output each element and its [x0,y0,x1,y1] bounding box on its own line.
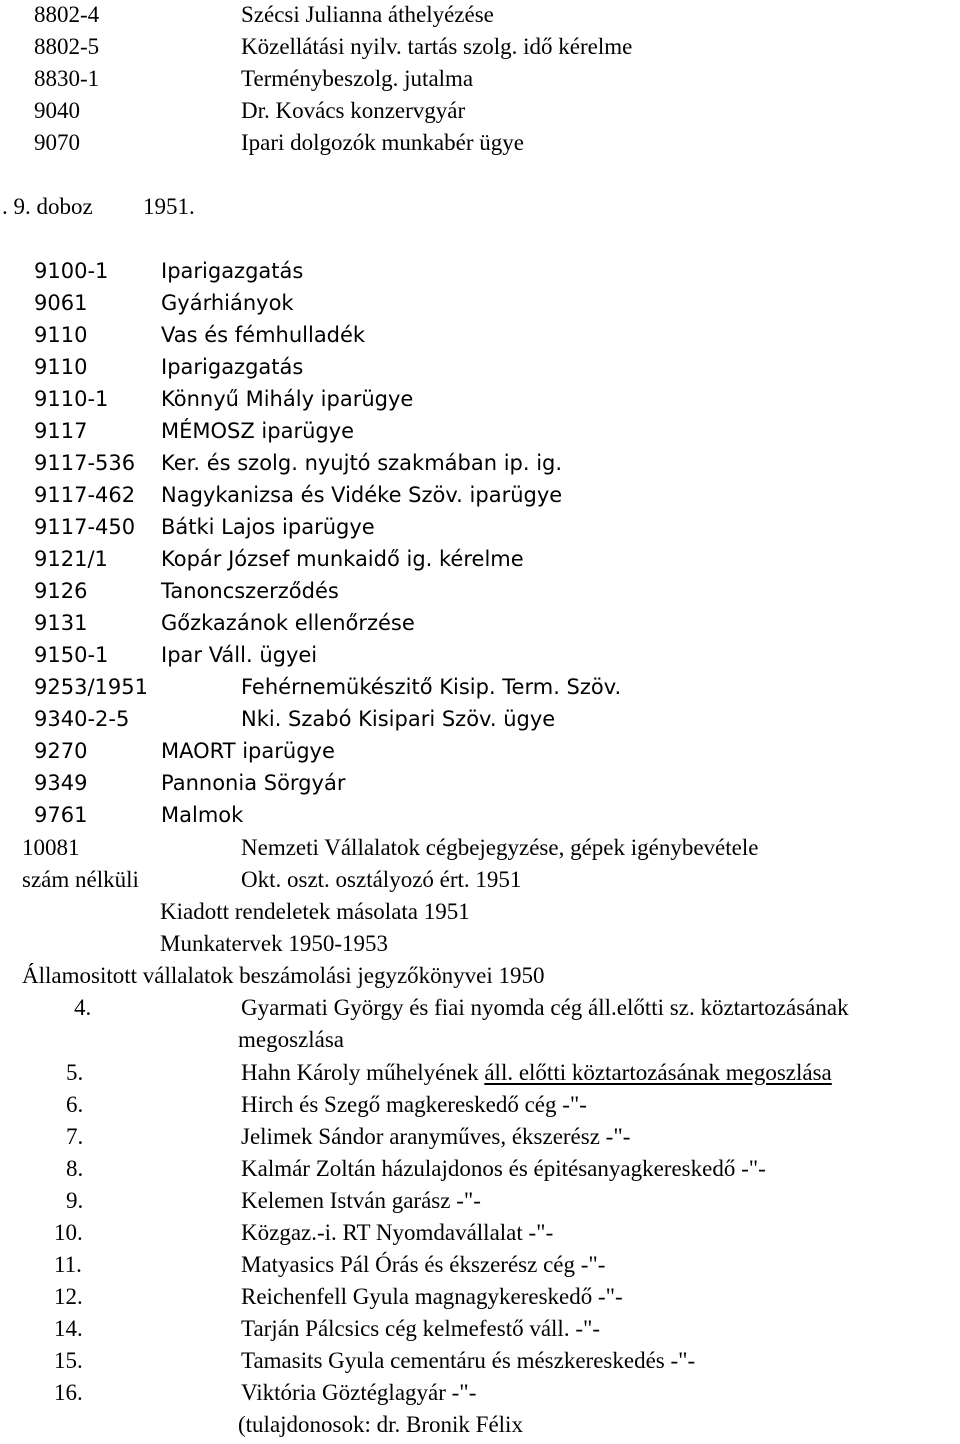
list-item [0,1250,960,1284]
entry-title: Iparigazgatás [161,355,304,379]
entry-code: szám nélküli [22,867,139,892]
list-item [0,96,960,130]
entry-title: Ker. és szolg. nyujtó szakmában ip. ig. [161,451,563,475]
entry-code: 9253/1951 [34,675,148,699]
list-item [0,1346,960,1380]
list-item [0,704,960,738]
entry-title: MAORT iparügye [161,739,335,763]
entry-title: Malmok [161,803,244,827]
entry-title-plain: Hahn Károly műhelyének [241,1060,479,1085]
list-item [0,672,960,706]
box-year: 1951. [143,194,195,219]
entry-title: Fehérnemükészitő Kisip. Term. Szöv. [241,675,622,699]
entry-title: Okt. oszt. osztályozó ért. 1951 [241,867,522,892]
list-item [0,448,960,482]
box-heading [0,192,960,226]
entry-title: Pannonia Sörgyár [161,771,346,795]
list-item [0,480,960,514]
list-item [0,1058,960,1092]
box-label: . 9. doboz [2,194,93,219]
entry-code: 9349 [34,771,88,795]
list-item [0,320,960,354]
list-item [0,1090,960,1124]
entry-title: Gőzkazánok ellenőrzése [161,611,415,635]
list-item [0,1218,960,1252]
entry-title: Gyarmati György és fiai nyomda cég áll.előtti sz. köztartozásának [241,995,849,1020]
entry-title: Közgaz.-i. RT Nyomdavállalat -"- [241,1220,554,1245]
entry-number: 6. [66,1092,84,1117]
list-item [0,416,960,450]
entry-number: 10. [54,1220,83,1245]
list-item [0,0,960,34]
list-item [0,384,960,418]
entry-code: 9150-1 [34,643,109,667]
entry-number: 8. [66,1156,84,1181]
entry-title: Matyasics Pál Órás és ékszerész cég -"- [241,1252,606,1277]
list-item [0,288,960,322]
entry-number: 9. [66,1188,84,1213]
entry-code: 8802-4 [34,2,100,27]
list-item [0,1282,960,1316]
entry-title-underlined: áll. előtti köztartozásának megoszlása [484,1060,832,1085]
entry-title: (tulajdonosok: dr. Bronik Félix [238,1412,523,1437]
list-item [0,128,960,162]
entry-title: Reichenfell Gyula magnagykereskedő -"- [241,1284,623,1309]
entry-title: Iparigazgatás [161,259,304,283]
entry-title: Gyárhiányok [161,291,294,315]
list-item [0,1410,960,1444]
entry-number: 11. [54,1252,82,1277]
entry-title: Könnyű Mihály iparügye [161,387,414,411]
entry-code: 9110 [34,355,88,379]
entry-code: 9070 [34,130,80,155]
entry-code: 9117-462 [34,483,136,507]
entry-code: 9100-1 [34,259,109,283]
entry-title: megoszlása [238,1027,345,1052]
entry-code: 8830-1 [34,66,100,91]
entry-title: Bátki Lajos iparügye [161,515,375,539]
list-item [0,608,960,642]
entry-code: 9117 [34,419,88,443]
entry-title: Dr. Kovács konzervgyár [241,98,466,123]
entry-title: Nki. Szabó Kisipari Szöv. ügye [241,707,556,731]
list-item [0,1154,960,1188]
entry-title: Terménybeszolg. jutalma [241,66,474,91]
list-item [0,1122,960,1156]
entry-title [241,1058,832,1088]
list-item [0,1378,960,1412]
list-item [0,1025,960,1059]
list-item [0,993,960,1027]
list-item [0,833,960,867]
list-item [0,640,960,674]
entry-title: Tarján Pálcsics cég kelmefestő váll. -"- [241,1316,601,1341]
list-item [0,736,960,770]
entry-title: Közellátási nyilv. tartás szolg. idő kérelme [241,34,633,59]
entry-title: MÉMOSZ iparügye [161,419,355,443]
entry-title: Viktória Göztéglagyár -"- [241,1380,477,1405]
list-item [0,64,960,98]
entry-title: Jelimek Sándor aranyműves, ékszerész -"- [241,1124,631,1149]
entry-number: 5. [66,1060,84,1085]
entry-title: Kiadott rendeletek másolata 1951 [160,899,470,924]
entry-title: Munkatervek 1950-1953 [160,931,389,956]
section-heading [0,961,960,995]
list-item [0,352,960,386]
entry-code: 9270 [34,739,88,763]
entry-code: 9061 [34,291,88,315]
list-item [0,865,960,899]
entry-number: 12. [54,1284,83,1309]
entry-code: 9110 [34,323,88,347]
entry-code: 9126 [34,579,88,603]
list-item [0,544,960,578]
entry-title: Tamasits Gyula cementáru és mészkereskedés -"- [241,1348,696,1373]
entry-number: 4. [74,995,92,1020]
list-item [0,576,960,610]
entry-title: Kalmár Zoltán házulajdonos és épitésanyagkereskedő -"- [241,1156,766,1181]
entry-title: Szécsi Julianna áthelyézése [241,2,494,27]
entry-code: 8802-5 [34,34,100,59]
list-item [0,768,960,802]
entry-code: 9117-536 [34,451,136,475]
entry-title: Tanoncszerződés [161,579,339,603]
entry-title: Vas és fémhulladék [161,323,366,347]
list-item [0,1186,960,1220]
entry-title: Kopár József munkaidő ig. kérelme [161,547,524,571]
entry-title: Nemzeti Vállalatok cégbejegyzése, gépek igénybevétele [241,835,759,860]
list-item [0,256,960,290]
entry-title: Nagykanizsa és Vidéke Szöv. iparügye [161,483,563,507]
section-heading-text: Államositott vállalatok beszámolási jegyzőkönyvei 1950 [22,963,545,988]
entry-number: 15. [54,1348,83,1373]
entry-code: 9131 [34,611,88,635]
entry-code: 9110-1 [34,387,109,411]
list-item [0,512,960,546]
entry-number: 16. [54,1380,83,1405]
entry-code: 10081 [22,835,80,860]
entry-number: 14. [54,1316,83,1341]
entry-number: 7. [66,1124,84,1149]
entry-title: Ipar Váll. ügyei [161,643,318,667]
entry-code: 9761 [34,803,88,827]
entry-code: 9117-450 [34,515,136,539]
entry-title: Kelemen István garász -"- [241,1188,481,1213]
entry-code: 9121/1 [34,547,108,571]
entry-title: Ipari dolgozók munkabér ügye [241,130,524,155]
list-item [0,1314,960,1348]
list-item [0,32,960,66]
entry-code: 9040 [34,98,80,123]
entry-code: 9340-2-5 [34,707,130,731]
entry-title: Hirch és Szegő magkereskedő cég -"- [241,1092,587,1117]
list-item [0,929,960,963]
list-item [0,897,960,931]
list-item [0,800,960,834]
